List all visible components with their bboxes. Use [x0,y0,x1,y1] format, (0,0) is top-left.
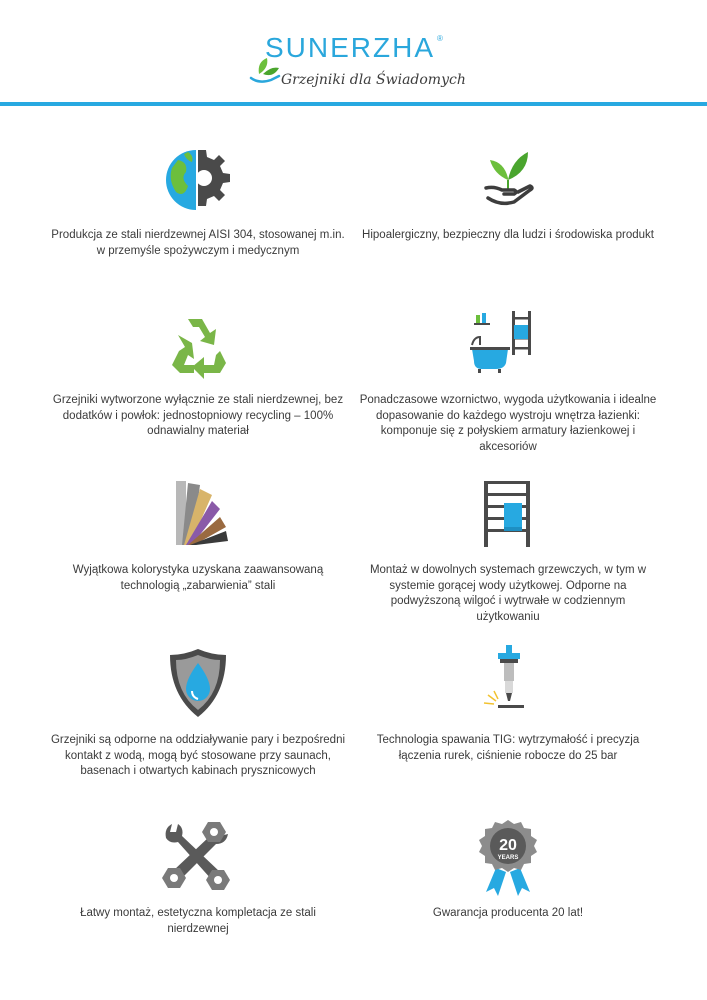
feature-text: Technologia spawania TIG: wytrzymałość i precyzja łączenia rurek, ciśnienie robocze do 25 bar [376,734,640,762]
badge-number: 20 [499,837,517,854]
registered-mark: ® [437,34,445,43]
badge-word: YEARS [497,855,519,861]
feature-item [358,645,658,764]
brand-tagline: Grzejniki dla Świadomych [281,72,466,88]
feature-text: Ponadczasowe wzornictwo, wygoda użytkowania i idealne dopasowanie do każdego wystroju wnętrza łazienki: komponuje się z połyskiem armatury łazienkowej i akcesoriów [359,394,657,453]
feature-item [358,475,658,625]
color-swatch-icon [158,475,238,555]
feature-text: Montaż w dowolnych systemach grzewczych, w tym w systemie gorącej wody użytkowej. Odporne na podwyższoną wilgoć i wytrwałe w codziennym użytkowaniu [369,564,647,623]
bathroom-icon [468,305,548,385]
wrench-nuts-icon [158,818,238,898]
feature-item [358,140,658,244]
welding-torch-icon [468,645,548,725]
feature-text: Gwarancja producenta 20 lat! [432,907,584,919]
feature-item [48,818,348,937]
water-shield-icon [158,645,238,725]
header-divider [0,102,707,106]
brand-name-text: SUNERZHA [265,32,436,63]
feature-item [358,818,658,922]
feature-item [48,475,348,594]
feature-text: Produkcja ze stali nierdzewnej AISI 304, stosowanej m.in. w przemyśle spożywczym i medycznym [51,229,345,257]
feature-item [48,140,348,259]
feature-text: Hipoalergiczny, bezpieczny dla ludzi i środowiska produkt [362,229,654,241]
warranty-badge-icon [468,818,548,898]
plant-hand-icon [468,140,548,220]
feature-text: Łatwy montaż, estetyczna kompletacja ze stali nierdzewnej [80,907,316,935]
feature-text: Wyjątkowa kolorystyka uzyskana zaawansowaną technologią „zabarwienia” stali [72,564,324,592]
brand-logo [245,28,475,98]
feature-item [48,645,348,780]
feature-text: Grzejniki są odporne na oddziaływanie pary i bezpośredni kontakt z wodą, mogą być stosowane przy saunach, basenach i otwartych kabinach prysznicowych [50,734,346,777]
feature-text: Grzejniki wytworzone wyłącznie ze stali nierdzewnej, bez dodatków i powłok: jednostopniowy recycling – 100% odnawialny materiał [52,394,344,437]
brand-name [265,32,443,64]
feature-item [358,305,658,455]
feature-item [48,305,348,440]
header [0,0,707,110]
recycle-icon [158,305,238,385]
towel-radiator-icon [468,475,548,555]
globe-gear-icon [158,140,238,220]
